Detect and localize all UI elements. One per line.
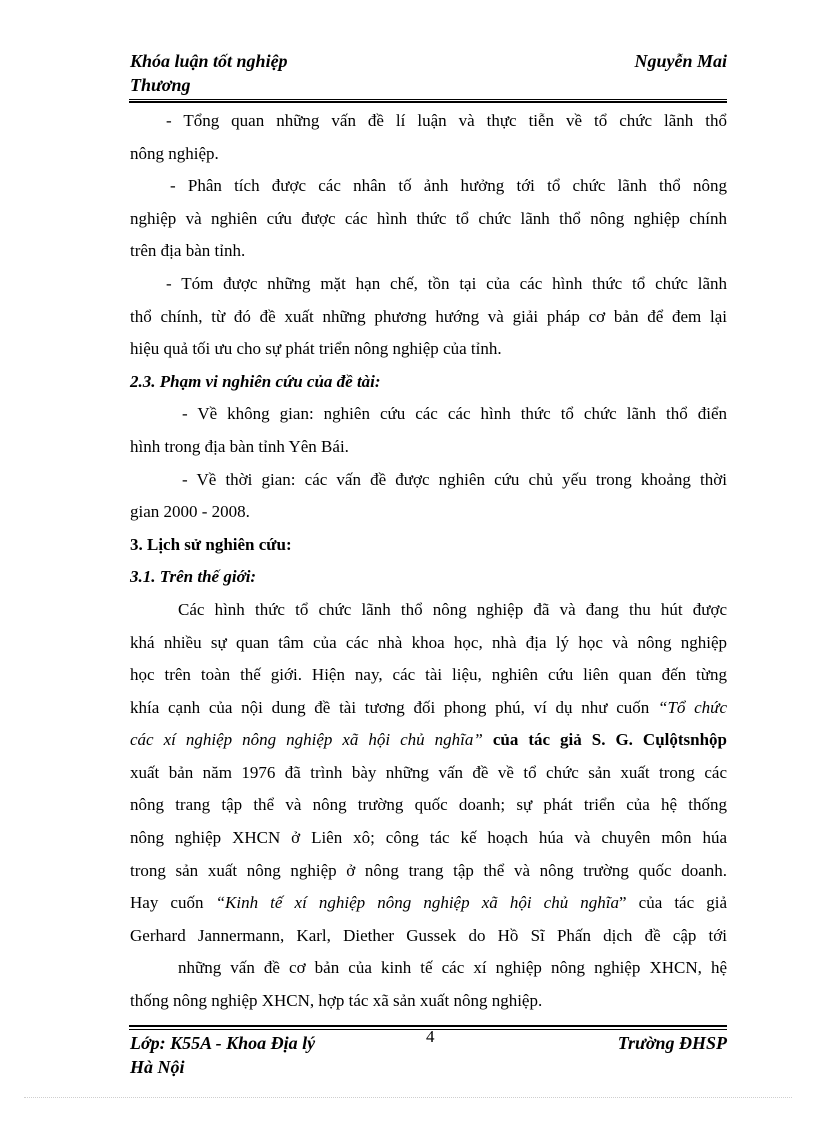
page-edge-dotted-line (24, 1097, 792, 1098)
body-line: - Tổng quan những vấn đề lí luận và thực tiễn về tổ chức lãnh thổ (166, 111, 727, 130)
body-line: nông trang tập thể và nông trường quốc doanh; sự phát triển của hệ thống (130, 795, 727, 815)
body-line (130, 724, 727, 757)
header-right: Nguyễn Mai (634, 51, 727, 71)
header-left: Khóa luận tốt nghiệp (130, 51, 288, 71)
body-line: trong sản xuất nông nghiệp ở nông trang tập thể và nông trường quốc doanh. (130, 860, 727, 880)
body-line: - Phân tích được các nhân tố ảnh hưởng tới tổ chức lãnh thổ nông (170, 176, 727, 196)
body-line: khá nhiều sự quan tâm của các nhà khoa học, nhà địa lý học và nông nghiệp (130, 632, 727, 652)
body-line: những vấn đề cơ bản của kinh tế các xí nghiệp nông nghiệp XHCN, hệ (178, 958, 727, 978)
page-number: 4 (426, 1027, 435, 1046)
body-text: Hay cuốn (130, 893, 216, 913)
body-line: Gerhard Jannermann, Karl, Diether Gussek do Hồ Sĩ Phấn dịch đề cập tới (130, 925, 727, 945)
body-line: Các hình thức tổ chức lãnh thổ nông nghiệp đã và đang thu hút được (178, 599, 727, 619)
body-line: trên địa bàn tỉnh. (130, 241, 246, 261)
body-line: nông nghiệp XHCN ở Liên xô; công tác kế hoạch húa và chuyên môn húa (130, 828, 727, 848)
body-line: thổ chính, từ đó đề xuất những phương hướng và giải pháp cơ bản để đem lại (130, 306, 727, 326)
body-line: nông nghiệp. (130, 143, 219, 163)
book-title: các xí nghiệp nông nghiệp xã hội chủ nghĩa” (130, 730, 483, 750)
header-rule-thick (129, 101, 727, 103)
book-title: “Tổ chức (658, 697, 727, 717)
body-line (130, 887, 727, 920)
body-text: khía cạnh của nội dung đề tài tương đối phong phú, ví dụ như cuốn (130, 697, 658, 717)
footer-right: Trường ĐHSP (617, 1033, 727, 1053)
body-line: nghiệp và nghiên cứu được các hình thức tổ chức lãnh thổ nông nghiệp chính (130, 208, 727, 228)
body-line: hình trong địa bàn tỉnh Yên Bái. (130, 436, 349, 456)
footer-left: Lớp: K55A - Khoa Địa lý (130, 1033, 316, 1053)
body-line: học trên toàn thế giới. Hiện nay, các tài liệu, nghiên cứu liên quan đến từng (130, 665, 727, 685)
footer-left-continued: Hà Nội (130, 1057, 185, 1077)
section-heading: 3. Lịch sử nghiên cứu: (130, 534, 292, 554)
body-line: hiệu quả tối ưu cho sự phát triển nông nghiệp của tỉnh. (130, 339, 502, 359)
body-text: ” của tác giả (619, 893, 728, 913)
header-left-continued: Thương (130, 75, 191, 95)
section-heading: 2.3. Phạm vi nghiên cứu của đề tài: (130, 371, 381, 391)
document-body (130, 105, 727, 1018)
body-line: thống nông nghiệp XHCN, hợp tác xã sản xuất nông nghiệp. (130, 991, 543, 1011)
body-line: - Tóm được những mặt hạn chế, tồn tại của các hình thức tổ chức lãnh (166, 273, 727, 293)
body-line: gian 2000 - 2008. (130, 502, 250, 522)
book-title: “Kinh tế xí nghiệp nông nghiệp xã hội chủ nghĩa (215, 893, 620, 913)
body-line: - Về thời gian: các vấn đề được nghiên cứu chủ yếu trong khoảng thời (182, 469, 727, 489)
author-text: của tác giả S. G. Cụlộtsnhộp (482, 730, 728, 750)
header-rule-thin (129, 99, 727, 100)
body-line (130, 692, 727, 725)
section-heading: 3.1. Trên thế giới: (130, 567, 257, 587)
body-line: - Về không gian: nghiên cứu các các hình thức tổ chức lãnh thổ điển (182, 404, 727, 424)
body-line: xuất bản năm 1976 đã trình bày những vấn đề về tổ chức sản xuất trong các (130, 762, 727, 782)
